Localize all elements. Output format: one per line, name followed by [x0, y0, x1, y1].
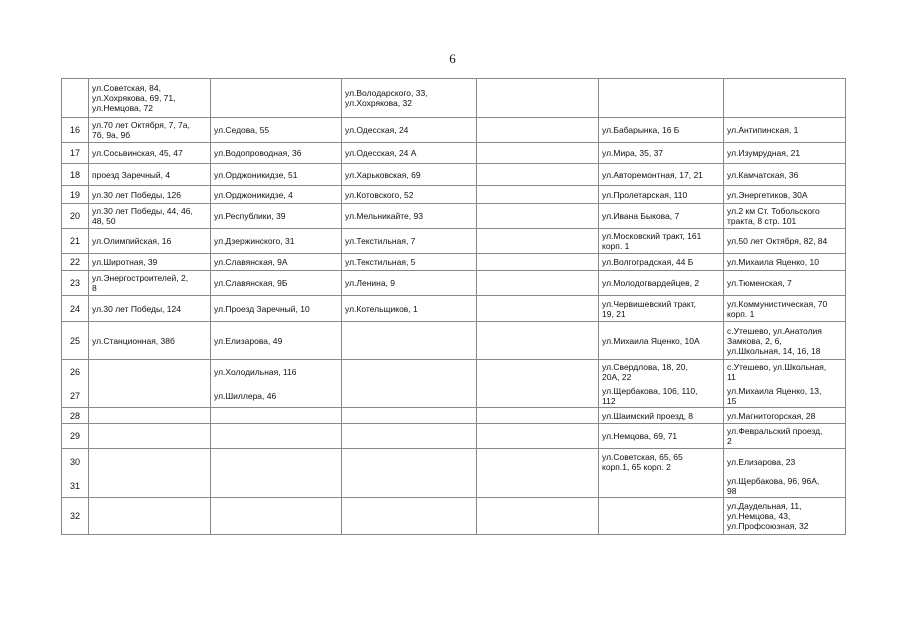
- address-cell: ул.Седова, 55: [211, 118, 342, 143]
- address-cell: ул.Мира, 35, 37: [599, 143, 724, 164]
- address-cell: ул.Свердлова, 18, 20, 20А, 22: [599, 360, 724, 385]
- row-number-cell: 20: [62, 204, 89, 229]
- page-number: 6: [449, 51, 456, 66]
- address-cell: [477, 475, 599, 498]
- address-cell: [342, 408, 477, 424]
- address-cell: [342, 322, 477, 360]
- address-cell: ул.Текстильная, 7: [342, 229, 477, 254]
- table-row: [62, 186, 846, 204]
- address-cell: [89, 408, 211, 424]
- address-cell: [477, 424, 599, 449]
- address-cell: ул.Шиллера, 46: [211, 385, 342, 408]
- address-cell: ул.Дзержинского, 31: [211, 229, 342, 254]
- address-cell: ул.Широтная, 39: [89, 254, 211, 271]
- address-cell: ул.Щербакова, 106, 110, 112: [599, 385, 724, 408]
- address-cell: [477, 449, 599, 475]
- address-cell: [477, 322, 599, 360]
- row-number-cell: [62, 79, 89, 118]
- address-cell: ул.Орджоникидзе, 4: [211, 186, 342, 204]
- table-row: [62, 449, 846, 475]
- address-cell: ул.Олимпийская, 16: [89, 229, 211, 254]
- address-cell: [211, 475, 342, 498]
- address-cell: ул.Холодильная, 116: [211, 360, 342, 385]
- address-cell: с.Утешево, ул.Анатолия Замкова, 2, 6, ул.Школьная, 14, 16, 18: [724, 322, 846, 360]
- address-cell: ул.Одесская, 24: [342, 118, 477, 143]
- row-number-cell: 32: [62, 498, 89, 535]
- address-cell: ул.Советская, 84, ул.Хохрякова, 69, 71, ул.Немцова, 72: [89, 79, 211, 118]
- table-row: [62, 296, 846, 322]
- address-cell: ул.Елизарова, 49: [211, 322, 342, 360]
- row-number-cell: 29: [62, 424, 89, 449]
- address-cell: ул.Михаила Яценко, 10: [724, 254, 846, 271]
- address-cell: [724, 79, 846, 118]
- address-cell: ул.Славянская, 9А: [211, 254, 342, 271]
- address-cell: [477, 118, 599, 143]
- address-cell: [211, 498, 342, 535]
- address-cell: ул.Славянская, 9Б: [211, 271, 342, 296]
- address-cell: [599, 475, 724, 498]
- address-cell: [342, 498, 477, 535]
- address-cell: ул.Молодогвардейцев, 2: [599, 271, 724, 296]
- address-cell: ул.Михаила Яценко, 13, 15: [724, 385, 846, 408]
- address-cell: [477, 271, 599, 296]
- address-cell: ул.Пролетарская, 110: [599, 186, 724, 204]
- address-cell: ул.Энергостроителей, 2, 8: [89, 271, 211, 296]
- address-cell: [89, 424, 211, 449]
- address-cell: [211, 79, 342, 118]
- address-cell: ул.Февральский проезд, 2: [724, 424, 846, 449]
- table-row: [62, 143, 846, 164]
- row-number-cell: 19: [62, 186, 89, 204]
- table-row: [62, 322, 846, 360]
- address-cell: ул.Михаила Яценко, 10А: [599, 322, 724, 360]
- address-cell: ул.Котовского, 52: [342, 186, 477, 204]
- address-cell: [477, 164, 599, 186]
- address-cell: [211, 408, 342, 424]
- address-cell: [477, 229, 599, 254]
- address-table: [61, 78, 846, 535]
- address-cell: ул.Антипинская, 1: [724, 118, 846, 143]
- address-cell: ул.Коммунистическая, 70 корп. 1: [724, 296, 846, 322]
- table-row: [62, 164, 846, 186]
- address-cell: ул.Камчатская, 36: [724, 164, 846, 186]
- address-cell: ул.Магнитогорская, 28: [724, 408, 846, 424]
- row-number-cell: 31: [62, 475, 89, 498]
- address-cell: ул.Энергетиков, 30А: [724, 186, 846, 204]
- address-cell: ул.Володарского, 33, ул.Хохрякова, 32: [342, 79, 477, 118]
- row-number-cell: 23: [62, 271, 89, 296]
- row-number-cell: 28: [62, 408, 89, 424]
- address-cell: ул.Изумрудная, 21: [724, 143, 846, 164]
- address-cell: ул.Орджоникидзе, 51: [211, 164, 342, 186]
- address-cell: ул.Проезд Заречный, 10: [211, 296, 342, 322]
- address-cell: ул.Текстильная, 5: [342, 254, 477, 271]
- address-cell: [211, 449, 342, 475]
- address-cell: ул.50 лет Октября, 82, 84: [724, 229, 846, 254]
- address-cell: [342, 424, 477, 449]
- table-row: [62, 498, 846, 535]
- address-cell: ул.2 км Ст. Тобольского тракта, 8 стр. 101: [724, 204, 846, 229]
- address-cell: [477, 408, 599, 424]
- address-cell: [477, 79, 599, 118]
- table-row: [62, 360, 846, 385]
- table-row: [62, 424, 846, 449]
- address-cell: ул.Авторемонтная, 17, 21: [599, 164, 724, 186]
- address-cell: ул.Даудельная, 11, ул.Немцова, 43, ул.Профсоюзная, 32: [724, 498, 846, 535]
- address-cell: ул.Ивана Быкова, 7: [599, 204, 724, 229]
- table-row: [62, 271, 846, 296]
- address-cell: [477, 360, 599, 385]
- address-cell: ул.Харьковская, 69: [342, 164, 477, 186]
- address-cell: ул.Ленина, 9: [342, 271, 477, 296]
- address-cell: ул.Бабарынка, 16 Б: [599, 118, 724, 143]
- address-cell: [211, 424, 342, 449]
- row-number-cell: 16: [62, 118, 89, 143]
- table-row: [62, 204, 846, 229]
- address-cell: ул.Немцова, 69, 71: [599, 424, 724, 449]
- row-number-cell: 22: [62, 254, 89, 271]
- address-cell: ул.Волгоградская, 44 Б: [599, 254, 724, 271]
- address-cell: ул.Котельщиков, 1: [342, 296, 477, 322]
- address-cell: ул.Станционная, 38б: [89, 322, 211, 360]
- address-cell: ул.Щербакова, 96, 96А, 98: [724, 475, 846, 498]
- address-cell: [477, 254, 599, 271]
- address-cell: [342, 360, 477, 385]
- address-cell: ул.30 лет Победы, 44, 46, 48, 50: [89, 204, 211, 229]
- address-cell: [477, 498, 599, 535]
- address-cell: ул.Одесская, 24 А: [342, 143, 477, 164]
- address-cell: [342, 475, 477, 498]
- address-cell: ул.30 лет Победы, 126: [89, 186, 211, 204]
- address-cell: [342, 385, 477, 408]
- address-cell: [89, 449, 211, 475]
- address-cell: ул.Водопроводная, 36: [211, 143, 342, 164]
- address-cell: [342, 449, 477, 475]
- table-row: [62, 408, 846, 424]
- address-cell: ул.Сосьвинская, 45, 47: [89, 143, 211, 164]
- address-cell: ул.30 лет Победы, 124: [89, 296, 211, 322]
- table-row: [62, 229, 846, 254]
- address-cell: [89, 475, 211, 498]
- address-cell: [477, 296, 599, 322]
- row-number-cell: 27: [62, 385, 89, 408]
- address-cell: [89, 385, 211, 408]
- row-number-cell: 17: [62, 143, 89, 164]
- row-number-cell: 24: [62, 296, 89, 322]
- row-number-cell: 26: [62, 360, 89, 385]
- table-row: [62, 118, 846, 143]
- address-cell: ул.Московский тракт, 161 корп. 1: [599, 229, 724, 254]
- address-cell: [599, 79, 724, 118]
- address-cell: ул.Советская, 65, 65 корп.1, 65 корп. 2: [599, 449, 724, 475]
- row-number-cell: 25: [62, 322, 89, 360]
- address-cell: [477, 143, 599, 164]
- address-cell: с.Утешево, ул.Школьная, 11: [724, 360, 846, 385]
- address-cell: [89, 360, 211, 385]
- address-cell: [477, 204, 599, 229]
- address-cell: [599, 498, 724, 535]
- table-row: [62, 475, 846, 498]
- address-cell: ул.Шаимский проезд, 8: [599, 408, 724, 424]
- row-number-cell: 30: [62, 449, 89, 475]
- table-row: [62, 79, 846, 118]
- address-cell: ул.Тюменская, 7: [724, 271, 846, 296]
- address-cell: [89, 498, 211, 535]
- table-row: [62, 385, 846, 408]
- address-cell: ул.Мельникайте, 93: [342, 204, 477, 229]
- table-row: [62, 254, 846, 271]
- address-cell: ул.Республики, 39: [211, 204, 342, 229]
- address-cell: ул.70 лет Октября, 7, 7а, 7б, 9а, 9б: [89, 118, 211, 143]
- address-cell: [477, 385, 599, 408]
- row-number-cell: 18: [62, 164, 89, 186]
- address-cell: ул.Елизарова, 23: [724, 449, 846, 475]
- row-number-cell: 21: [62, 229, 89, 254]
- address-cell: [477, 186, 599, 204]
- address-cell: проезд Заречный, 4: [89, 164, 211, 186]
- address-cell: ул.Червишевский тракт, 19, 21: [599, 296, 724, 322]
